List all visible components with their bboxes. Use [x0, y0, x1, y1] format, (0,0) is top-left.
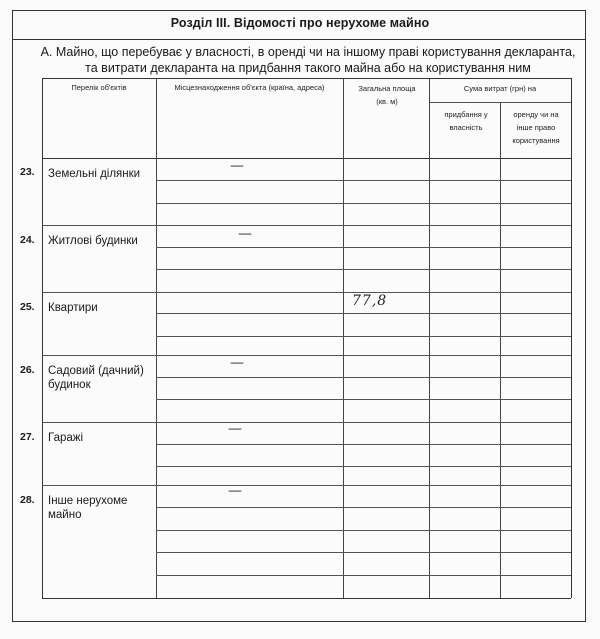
- sub-row-line: [156, 203, 571, 204]
- row-number: 24.: [20, 234, 35, 246]
- sub-row-line: [156, 336, 571, 337]
- row-separator: [42, 485, 571, 486]
- sub-row-line: [156, 530, 571, 531]
- sub-row-line: [156, 269, 571, 270]
- header-bottom-border: [42, 158, 571, 159]
- table-bottom-border: [42, 598, 571, 599]
- row-name: Житлові будинки: [48, 235, 138, 247]
- row-number: 28.: [20, 494, 35, 506]
- row-name: Квартири: [48, 302, 98, 314]
- section-title: Розділ ІІІ. Відомості про нерухоме майно: [170, 16, 430, 30]
- row-number: 25.: [20, 301, 35, 313]
- row-name: Садовий (дачний) будинок: [48, 365, 144, 391]
- sub-row-line: [156, 247, 571, 248]
- header-area: Загальна площа (кв. м): [358, 84, 416, 106]
- handwritten-dash: —: [228, 421, 243, 437]
- row-separator: [42, 355, 571, 356]
- sub-row-line: [156, 466, 571, 467]
- row-name: Гаражі: [48, 432, 84, 444]
- header-location: Місцезнаходження об'єкта (країна, адреса): [174, 83, 325, 92]
- header-rent: оренду чи на інше право користування: [512, 110, 560, 145]
- col-line-rent-left: [500, 102, 501, 598]
- row-separator: [42, 292, 571, 293]
- sub-row-line: [156, 444, 571, 445]
- sub-row-line: [156, 552, 571, 553]
- col-line-table-right: [571, 78, 572, 598]
- row-number: 27.: [20, 431, 35, 443]
- header-objects: Перелік об'єктів: [71, 83, 127, 92]
- subtitle-line-2: та витрати декларанта на придбання такого майна або на користування ним: [85, 61, 531, 75]
- sub-row-line: [156, 507, 571, 508]
- row-separator: [42, 422, 571, 423]
- col-line-area-left: [343, 78, 344, 598]
- table-top-border: [42, 78, 571, 79]
- handwritten-dash: —: [238, 226, 253, 242]
- row-number: 26.: [20, 364, 35, 376]
- sub-row-line: [156, 399, 571, 400]
- row-name: Інше нерухоме майно: [48, 495, 128, 521]
- col-line-expenses-left: [429, 78, 430, 598]
- sub-row-line: [156, 575, 571, 576]
- header-purchase: придбання у власність: [444, 110, 488, 132]
- row-separator: [42, 225, 571, 226]
- sub-row-line: [156, 180, 571, 181]
- handwritten-area: 77,8: [352, 293, 388, 309]
- row-number: 23.: [20, 166, 35, 178]
- header-expenses: Сума витрат (грн) на: [463, 84, 537, 93]
- col-line-location-left: [156, 78, 157, 598]
- handwritten-dash: —: [228, 483, 243, 499]
- sub-row-line: [156, 377, 571, 378]
- row-name: Земельні ділянки: [48, 168, 141, 180]
- subtitle-line-1: А. Майно, що перебуває у власності, в оренді чи на іншому праві користування декларанта,: [40, 45, 576, 59]
- handwritten-dash: —: [230, 355, 245, 371]
- col-line-objects-left: [42, 78, 43, 598]
- handwritten-dash: —: [230, 158, 245, 174]
- sub-row-line: [156, 313, 571, 314]
